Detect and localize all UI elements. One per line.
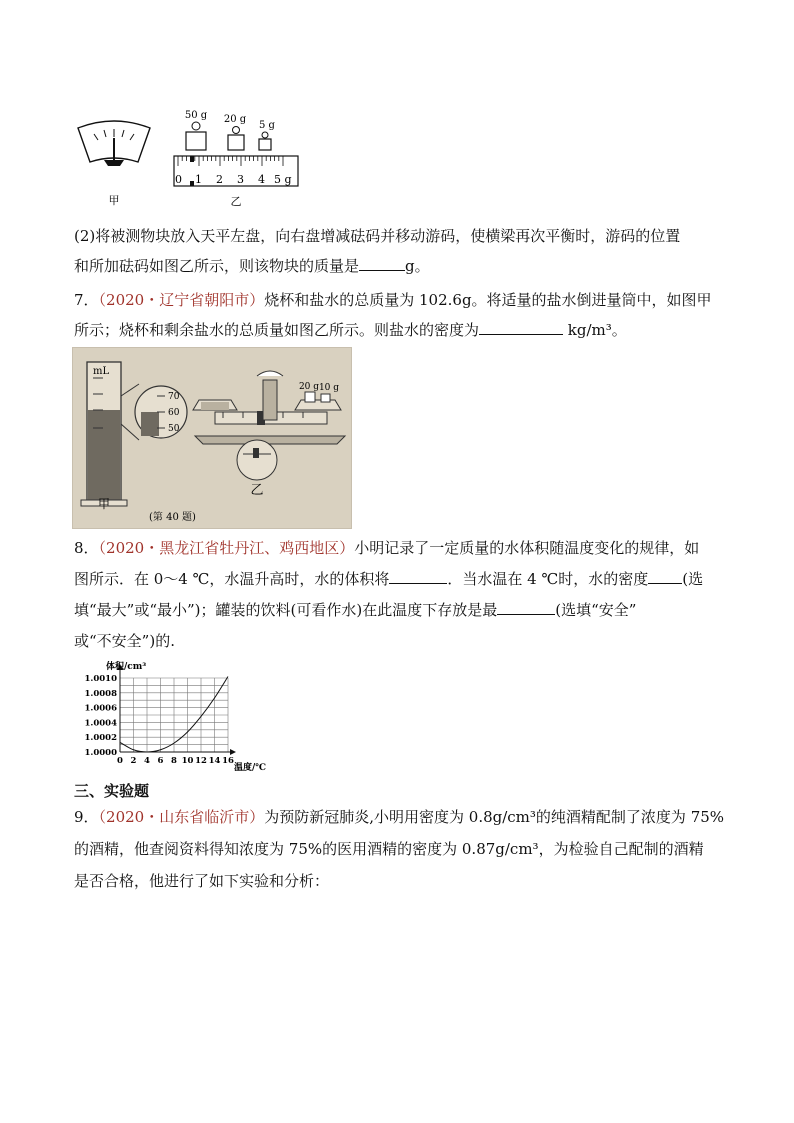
- cylinder-scale-50: 50: [168, 424, 180, 434]
- q9-source: （2020・山东省临沂市）: [98, 808, 265, 826]
- fig2-weight-10g: 10 g: [318, 383, 340, 393]
- volume-temperature-chart: [70, 660, 284, 776]
- weight-5g: [259, 120, 276, 150]
- chart-ytick-label: 1.0008: [84, 688, 117, 699]
- chart-ytick-label: 1.0006: [84, 703, 117, 714]
- fig2-caption: (第 40 题): [149, 512, 196, 523]
- q8-line3-b: (选填“安全”: [555, 601, 637, 619]
- ruler-tick-1: 1: [195, 173, 202, 186]
- measuring-cylinder: [81, 362, 139, 506]
- q9-line1: [74, 807, 724, 827]
- q7-line2-pre: 所示；烧杯和剩余盐水的总质量如图乙所示。则盐水的密度为: [74, 321, 480, 339]
- fig2-label-jia: 甲: [97, 497, 111, 511]
- q7-answer-blank: [479, 320, 563, 335]
- weight-50g-label: 50 g: [184, 110, 208, 121]
- chart-xtick-label: 4: [144, 756, 150, 766]
- chart-xticks: [117, 756, 234, 766]
- q7-unit: kg/m³。: [567, 321, 627, 339]
- weight-5g-label: 5 g: [259, 120, 275, 131]
- ruler-tick-3: 3: [237, 173, 244, 186]
- chart-ytick-label: 1.0010: [84, 674, 117, 684]
- fig1-label-yi: 乙: [230, 195, 242, 208]
- weight-50g: [185, 110, 208, 150]
- cylinder-scale-70: 70: [168, 392, 180, 402]
- chart-xtick-label: 16: [222, 756, 234, 766]
- q8-line4: 或“不安全”)的.: [74, 632, 175, 650]
- cylinder-scale-60: 60: [168, 408, 180, 418]
- q7-number: 7．: [74, 291, 99, 309]
- q8-line2-b: ．当水温在 4 ℃时，水的密度: [447, 570, 649, 588]
- q8-number: 8．: [74, 539, 99, 557]
- weight-20g-label: 20 g: [223, 114, 247, 125]
- chart-x-arrow: [230, 749, 236, 755]
- ruler-tick-4: 4: [258, 173, 265, 186]
- q9-line2: 的酒精，他查阅资料得知浓度为 75%的医用酒精的密度为 0.87g/cm³，为检验自己配制的酒精: [74, 840, 704, 858]
- q8-line1: [74, 538, 699, 558]
- q9-line3: 是否合格，他进行了如下实验和分析：: [74, 872, 330, 890]
- q8-line2: [74, 569, 703, 589]
- q8-line3: [74, 600, 636, 620]
- ruler-tick-2: 2: [216, 173, 223, 186]
- q8-blank-3: [497, 600, 555, 615]
- q7-line1: [74, 290, 712, 310]
- q7-line1-text: 烧杯和盐水的总质量为 102.6g。将适量的盐水倒进量筒中，如图甲: [264, 291, 712, 309]
- q8-line2-c: (选: [682, 570, 704, 588]
- weight-20g: [224, 114, 247, 150]
- fig1-label-jia: 甲: [108, 194, 120, 207]
- q6b-answer-blank: [359, 256, 405, 271]
- q8-blank-1: [389, 569, 447, 584]
- chart-xtick-label: 6: [157, 756, 164, 766]
- chart-ytick-label: 1.0002: [84, 733, 117, 744]
- q7-source: （2020・辽宁省朝阳市）: [98, 291, 265, 309]
- chart-ytick-label: 1.0004: [84, 718, 117, 729]
- q6b-line1: (2)将被测物块放入天平左盘，向右盘增减砝码并移动游码，使横梁再次平衡时，游码的位置: [74, 227, 681, 245]
- chart-xtick-label: 10: [181, 756, 194, 766]
- figure-balance-weights: [74, 104, 314, 214]
- section-title-experiments: 三、实验题: [74, 782, 150, 800]
- q9-number: 9．: [74, 808, 99, 826]
- ruler-tick-0: 0: [175, 173, 182, 186]
- cylinder-unit: mL: [93, 366, 110, 377]
- chart-yticks: [84, 674, 117, 758]
- q8-blank-2: [648, 569, 682, 584]
- fig2-label-yi: 乙: [250, 483, 264, 498]
- chart-ytick-label: 1.0000: [84, 748, 117, 758]
- chart-xtick-label: 8: [171, 756, 177, 766]
- q8-line3-a: 填“最大”或“最小”)；罐装的饮料(可看作水)在此温度下存放是最: [74, 601, 498, 619]
- ruler-tick-5: 5 g: [274, 173, 292, 186]
- q6b-line2-pre: 和所加砝码如图乙所示，则该物块的质量是: [74, 257, 360, 275]
- q9-line1-text: 为预防新冠肺炎,小明用密度为 0.8g/cm³的纯酒精配制了浓度为 75%: [264, 808, 725, 826]
- figure-cylinder-balance-photo: [72, 347, 352, 529]
- fig2-weight-20g: 20 g: [298, 382, 320, 392]
- q8-line1-text: 小明记录了一定质量的水体积随温度变化的规律，如: [354, 539, 700, 557]
- chart-xtick-label: 0: [117, 756, 123, 766]
- scale-dial-illustration: [78, 121, 150, 166]
- q7-line2: [74, 320, 627, 340]
- q8-line2-a: 图所示．在 0～4 ℃，水温升高时，水的体积将: [74, 570, 390, 588]
- chart-ylabel: 体积/cm³: [106, 662, 147, 672]
- chart-xlabel: 温度/℃: [234, 763, 267, 773]
- q8-source: （2020・黑龙江省牡丹江、鸡西地区）: [98, 539, 355, 557]
- chart-xtick-label: 14: [208, 756, 221, 766]
- chart-xtick-label: 2: [130, 756, 137, 766]
- chart-xtick-label: 12: [195, 756, 207, 766]
- q6b-line2-post: g。: [405, 257, 430, 275]
- chart-grid: [120, 678, 228, 752]
- q6b-line2: [74, 256, 430, 276]
